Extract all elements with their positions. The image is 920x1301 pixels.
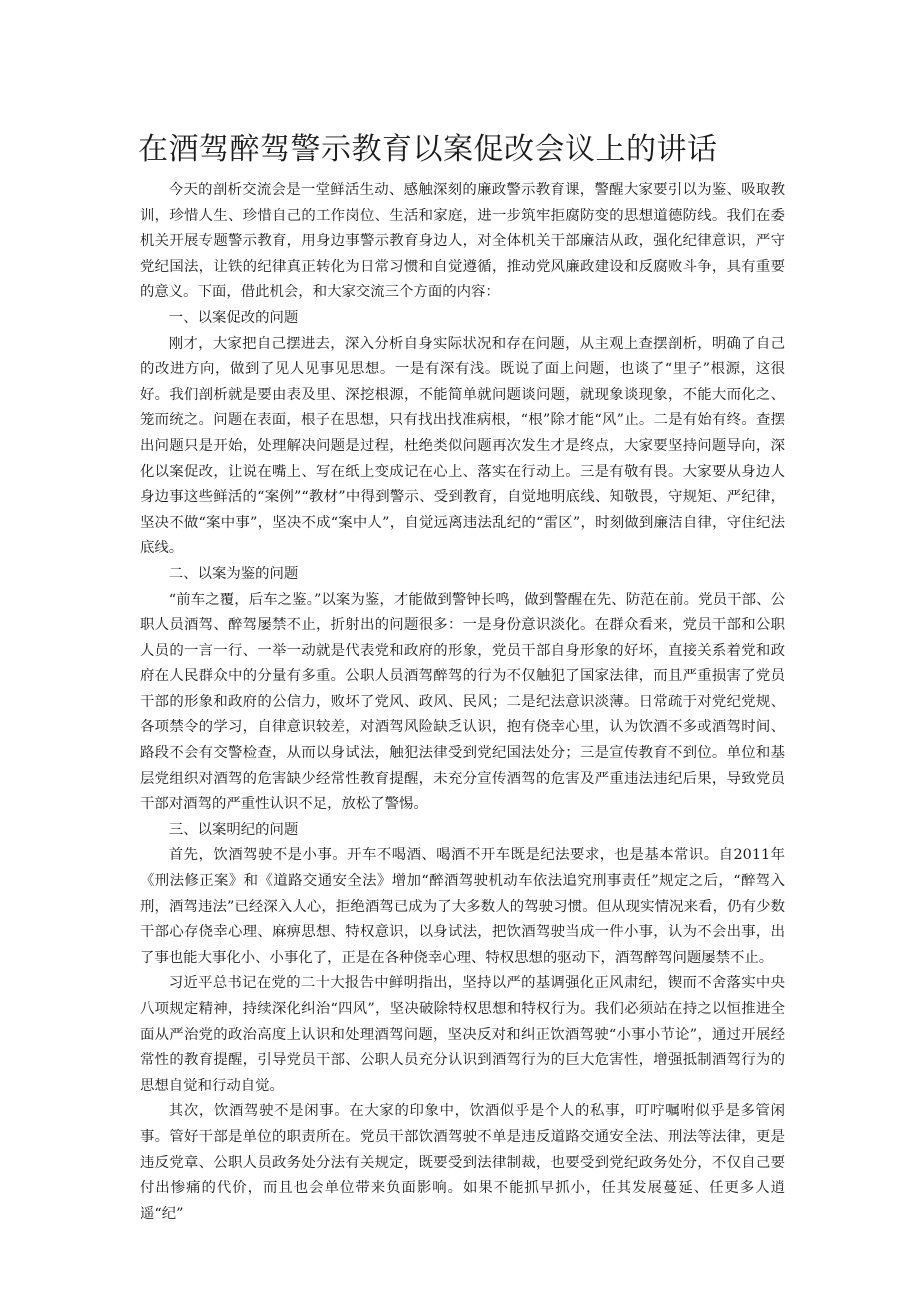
paragraph-section-2: “前车之覆，后车之鉴。”以案为鉴，才能做到警钟长鸣，做到警醒在先、防范在前。党员干部、公职人员酒驾、醉驾屡禁不止，折射出的问题很多：一是身份意识淡化。在群众看来，党员干部和公职人员的一言一行、一举一动就是代表党和政府的形象，党员干部自身形象的好坏，直接关系着党和政府在人民群众中的分量有多重。公职人员酒驾醉驾的行为不仅触犯了国家法律，而且严重损害了党员干部的形象和政府的公信力，败坏了党风、政风、民风；二是纪法意识淡薄。日常疏于对党纪党规、各项禁令的学习，自律意识较差，对酒驾风险缺乏认识，抱有侥幸心里，认为饮酒不多或酒驾时间、路段不会有交警检查，从而以身试法，触犯法律受到党纪国法处分；三是宣传教育不到位。单位和基层党组织对酒驾的危害缺少经常性教育提醒，未充分宣传酒驾的危害及严重违法违纪后果，导致党员干部对酒驾的严重性认识不足，放松了警惕。 — [140, 591, 785, 813]
paragraph-section-3c: 其次，饮酒驾驶不是闲事。在大家的印象中，饮酒似乎是个人的私事，叮咛嘱咐似乎是多管闲事。管好干部是单位的职责所在。党员干部饮酒驾驶不单是违反道路交通安全法、刑法等法律，更是违反党章、公职人员政务处分法有关规定，既要受到法律制裁，也要受到党纪政务处分，不仅自己要付出惨痛的代价，而且也会单位带来负面影响。如果不能抓早抓小，任其发展蔓延、任更多人逍遥“纪” — [140, 1103, 785, 1222]
document-body — [140, 178, 785, 1227]
paragraph-section-1: 刚才，大家把自己摆进去，深入分析自身实际状况和存在问题，从主观上查摆剖析，明确了自己的改进方向，做到了见人见事见思想。一是有深有浅。既说了面上问题，也谈了“里子”根源，这很好。我们剖析就是要由表及里、深挖根源，不能简单就问题谈问题，就现象谈现象，不能大而化之、笼而统之。问题在表面，根子在思想，只有找出找准病根，“根”除才能“风”止。二是有始有终。查摆出问题只是开始，处理解决问题是过程，杜绝类似问题再次发生才是终点，大家要坚持问题导向，深化以案促改，让说在嘴上、写在纸上变成记在心上、落实在行动上。三是有敬有畏。大家要从身边人身边事这些鲜活的“案例”“教材”中得到警示、受到教育，自觉地明底线、知敬畏，守规矩、严纪律，坚决不做“案中事”，坚决不成“案中人”，自觉远离违法乱纪的“雷区”，时刻做到廉洁自律，守住纪法底线。 — [140, 335, 785, 557]
paragraph-intro: 今天的剖析交流会是一堂鲜活生动、感触深刻的廉政警示教育课，警醒大家要引以为鉴、吸取教训，珍惜人生、珍惜自己的工作岗位、生活和家庭，进一步筑牢拒腐防变的思想道德防线。我们在委机关开展专题警示教育，用身边事警示教育身边人，对全体机关干部廉洁从政，强化纪律意识，严守党纪国法，让铁的纪律真正转化为日常习惯和自觉遵循，推动党风廉政建设和反腐败斗争，具有重要的意义。下面，借此机会，和大家交流三个方面的内容： — [140, 182, 785, 301]
paragraph-section-3a: 首先，饮酒驾驶不是小事。开车不喝酒、喝酒不开车既是纪法要求，也是基本常识。自2011年《刑法修正案》和《道路交通安全法》增加“醉酒驾驶机动车依法追究刑事责任”规定之后，“醉驾入刑，酒驾违法”已经深入人心，拒绝酒驾已成为了大多数人的驾驶习惯。但从现实情况来看，仍有少数干部心存侥幸心理、麻痹思想、特权意识，以身试法，把饮酒驾驶当成一件小事，认为不会出事，出了事也能大事化小、小事化了，正是在各种侥幸心理、特权思想的驱动下，酒驾醉驾问题屡禁不止。 — [140, 847, 785, 966]
section-heading-2: 二、以案为鉴的问题 — [168, 565, 299, 582]
section-heading-1: 一、以案促改的问题 — [168, 309, 299, 326]
paragraph-section-3b: 习近平总书记在党的二十大报告中鲜明指出，坚持以严的基调强化正风肃纪，锲而不舍落实中央八项规定精神，持续深化纠治“四风”，坚决破除特权思想和特权行为。我们必须站在持之以恒推进全面从严治党的政治高度上认识和处理酒驾问题，坚决反对和纠正饮酒驾驶“小事小节论”，通过开展经常性的教育提醒，引导党员干部、公职人员充分认识到酒驾行为的巨大危害性，增强抵制酒驾行为的思想自觉和行动自觉。 — [140, 975, 785, 1094]
document-title: 在酒驾醉驾警示教育以案促改会议上的讲话 — [138, 132, 718, 167]
section-heading-3: 三、以案明纪的问题 — [168, 821, 299, 838]
